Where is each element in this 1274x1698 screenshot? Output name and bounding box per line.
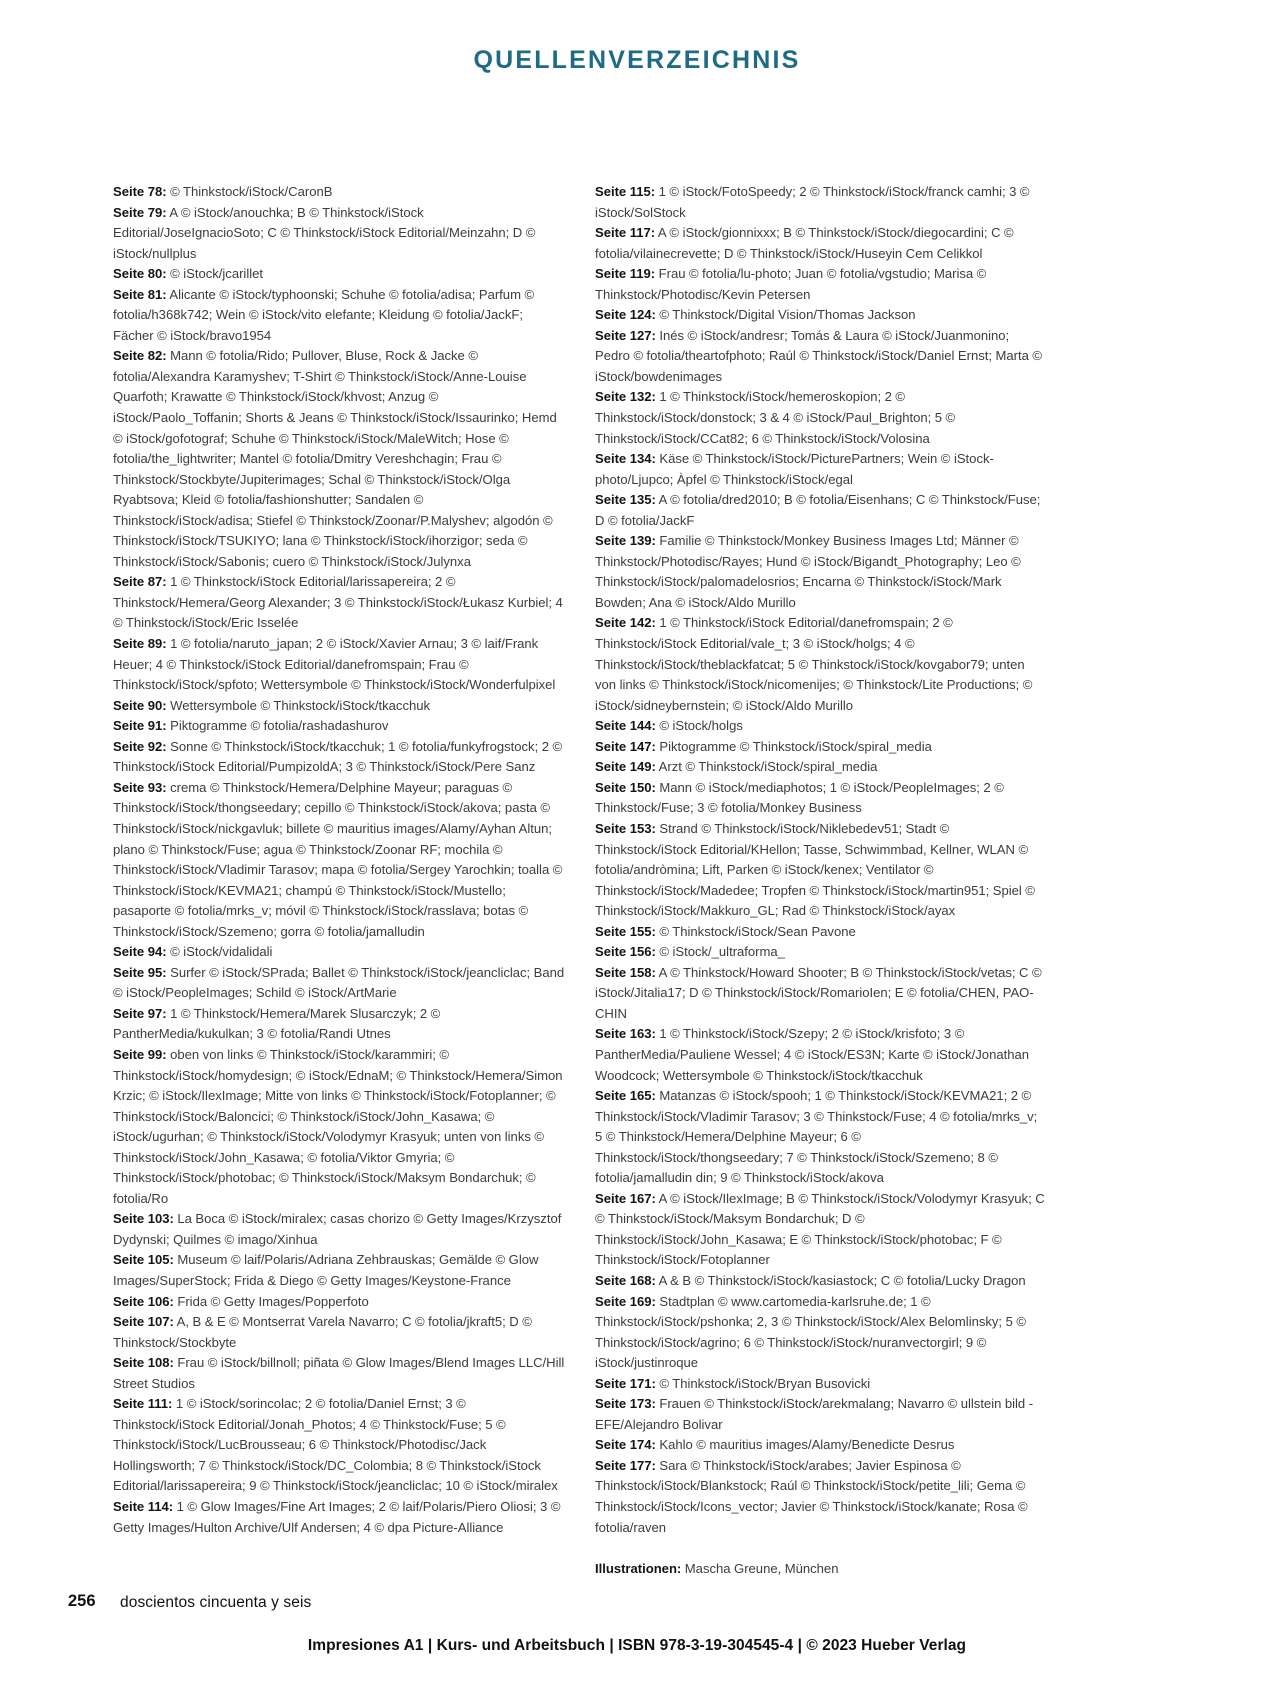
credit-entry-label: Seite 80: (113, 266, 167, 282)
credit-entry (113, 778, 565, 942)
credit-entry (595, 778, 1047, 819)
credit-entry-label: Seite 163: (595, 1026, 656, 1042)
credit-entry (595, 1394, 1047, 1435)
credit-entry-label: Seite 168: (595, 1272, 656, 1288)
credit-entry-text: Museum © laif/Polaris/Adriana Zehbrauskas; Gemälde © Glow Images/SuperStock; Frida & Diego © Getty Images/Keystone-France (113, 1252, 539, 1288)
credit-entry (595, 942, 1047, 963)
credit-entry-label: Seite 173: (595, 1396, 656, 1412)
credit-entry (595, 757, 1047, 778)
credit-entry (595, 922, 1047, 943)
illustrations-text: Mascha Greune, München (681, 1560, 839, 1576)
credit-entry-text: 1 © iStock/FotoSpeedy; 2 © Thinkstock/iStock/franck camhi; 3 © iStock/SolStock (595, 184, 1030, 220)
credit-entry (595, 490, 1047, 531)
credit-entry-label: Seite 95: (113, 964, 167, 980)
credit-entry-text: Frau © fotolia/lu-photo; Juan © fotolia/vgstudio; Marisa © Thinkstock/Photodisc/Kevin Petersen (595, 266, 987, 302)
credit-entry (595, 326, 1047, 388)
credit-entry-label: Seite 147: (595, 738, 656, 754)
credit-entry-text: 1 © Thinkstock/iStock Editorial/larissapereira; 2 © Thinkstock/Hemera/Georg Alexander; 3 © Thinkstock/iStock/Łukasz Kurbiel; 4 © Thinkstock/iStock/Eric Isselée (113, 574, 563, 631)
credit-entry-label: Seite 153: (595, 820, 656, 836)
credit-entry-label: Seite 150: (595, 779, 656, 795)
credit-entry-label: Seite 105: (113, 1252, 174, 1268)
credit-entry (113, 285, 565, 347)
credit-entry-label: Seite 117: (595, 225, 656, 241)
credit-entry-text: Piktogramme © Thinkstock/iStock/spiral_media (655, 738, 932, 754)
credit-entry-label: Seite 135: (595, 492, 656, 508)
credit-entry-label: Seite 114: (113, 1499, 174, 1514)
credit-entry-label: Seite 132: (595, 389, 656, 405)
credit-entry (595, 1024, 1047, 1086)
credit-entry (113, 572, 565, 634)
credit-entry-text: Familie © Thinkstock/Monkey Business Images Ltd; Männer © Thinkstock/Photodisc/Rayes; Hund © iStock/Bigandt_Photography; Leo © Thinkstock/iStock/palomadelosrios; Encarna © Thinkstock/iStock/Mark Bowden; Ana © iStock/Aldo Murillo (595, 533, 1021, 610)
credit-entry (595, 963, 1047, 1025)
credit-entry-text: La Boca © iStock/miralex; casas chorizo © Getty Images/Krzysztof Dydynski; Quilmes © imago/Xinhua (113, 1211, 562, 1247)
credit-entry (113, 346, 565, 572)
credit-entry-label: Seite 90: (113, 697, 167, 713)
credit-entry-text: Frida © Getty Images/Popperfoto (173, 1293, 369, 1309)
page-title: QUELLENVERZEICHNIS (473, 46, 801, 74)
credit-entry-text: A & B © Thinkstock/iStock/kasiastock; C © fotolia/Lucky Dragon (655, 1272, 1026, 1288)
credit-entry (595, 305, 1047, 326)
credit-entry-label: Seite 149: (595, 759, 656, 775)
credit-entry-text: Sara © Thinkstock/iStock/arabes; Javier Espinosa © Thinkstock/iStock/Blankstock; Raúl © Thinkstock/iStock/petite_lili; Gema © Thinkstock/iStock/Icons_vector; Javier © Thinkstock/iStock/kanate; Rosa © fotolia/raven (595, 1457, 1028, 1535)
credit-entry-label: Seite 177: (595, 1457, 656, 1473)
credit-entry-text: oben von links © Thinkstock/iStock/karammiri; © Thinkstock/iStock/homydesign; © iStock/EdnaM; © Thinkstock/Hemera/Simon Krzic; © iStock/IlexImage; Mitte von links © Thinkstock/iStock/Fotoplanner; © Thinkstock/iStock/Baloncici; © Thinkstock/iStock/John_Kasawa; © iStock/ugurhan; © Thinkstock/iStock/Volodymyr Krasyuk; unten von links © Thinkstock/iStock/John_Kasawa; © fotolia/Viktor Gmyria; © Thinkstock/iStock/photobac; © Thinkstock/iStock/Maksym Bondarchuk; © fotolia/Ro (113, 1046, 563, 1206)
credit-entry (113, 1497, 565, 1538)
illustrations-label: Illustrationen: (595, 1560, 682, 1576)
credit-entry-text: 1 © Thinkstock/iStock/hemeroskopion; 2 © Thinkstock/iStock/donstock; 3 & 4 © iStock/Paul_Brighton; 5 © Thinkstock/iStock/CCat82; 6 © Thinkstock/iStock/Volosina (595, 389, 956, 446)
credit-entry (595, 1189, 1047, 1271)
credit-entry (113, 1250, 565, 1291)
credit-entry (595, 1086, 1047, 1189)
credit-entry-text: Kahlo © mauritius images/Alamy/Benedicte Desrus (655, 1437, 955, 1453)
credit-entry-label: Seite 79: (113, 204, 167, 220)
credit-entry-text: A © fotolia/dred2010; B © fotolia/Eisenhans; C © Thinkstock/Fuse; D © fotolia/JackF (595, 492, 1041, 528)
credit-entry-text: A © iStock/gionnixxx; B © Thinkstock/iStock/diegocardini; C © fotolia/vilainecrevette; D © Thinkstock/iStock/Huseyin Cem Celikkol (595, 225, 1014, 261)
credit-entry (595, 819, 1047, 922)
credit-entry-text: Sonne © Thinkstock/iStock/tkacchuk; 1 © fotolia/funkyfrogstock; 2 © Thinkstock/iStock Editorial/PumpizoldA; 3 © Thinkstock/iStock/Pere Sanz (113, 738, 563, 775)
credit-entry-label: Seite 107: (113, 1314, 174, 1330)
credit-entry-text: © Thinkstock/iStock/Sean Pavone (655, 923, 856, 939)
credits-left-column (113, 182, 565, 1579)
credit-entry-label: Seite 97: (113, 1005, 167, 1021)
credit-entry (595, 1292, 1047, 1374)
credit-entry (113, 963, 565, 1004)
credit-entry-text: Arzt © Thinkstock/iStock/spiral_media (655, 759, 878, 775)
footer-page-number-words: doscientos cincuenta y seis (120, 1594, 312, 1611)
credit-entry-label: Seite 124: (595, 307, 656, 323)
credit-entry-label: Seite 119: (595, 266, 656, 282)
credit-entry-text: A © iStock/anouchka; B © Thinkstock/iStock Editorial/JoseIgnacioSoto; C © Thinkstock/iStock Editorial/Meinzahn; D © iStock/nullplus (113, 204, 536, 261)
credit-entry-label: Seite 78: (113, 184, 167, 199)
credit-entry-label: Seite 127: (595, 327, 656, 343)
credit-entry-text: A, B & E © Montserrat Varela Navarro; C © fotolia/jkraft5; D © Thinkstock/Stockbyte (113, 1314, 532, 1350)
credit-entry (113, 1292, 565, 1313)
credit-entry (113, 737, 565, 778)
credit-entry (113, 182, 565, 203)
credit-entry-label: Seite 165: (595, 1088, 656, 1104)
credit-entry-text: © Thinkstock/iStock/CaronB (166, 184, 333, 199)
credit-entry (113, 1209, 565, 1250)
credit-entry-text: Mann © fotolia/Rido; Pullover, Bluse, Rock & Jacke © fotolia/Alexandra Karamyshev; T-Shirt © Thinkstock/iStock/Anne-Louise Quarfoth; Krawatte © Thinkstock/iStock/khvost; Anzug © iStock/Paolo_Toffanin; Shorts & Jeans © Thinkstock/iStock/Issaurinko; Hemd © iStock/gofotograf; Schuhe © Thinkstock/iStock/MaleWitch; Hose © fotolia/the_lightwriter; Mantel © fotolia/Dmitry Vereshchagin; Frau © Thinkstock/Stockbyte/Jupiterimages; Schal © Thinkstock/iStock/Olga Ryabtsova; Kleid © fotolia/fashionshutter; Sandalen © Thinkstock/iStock/adisa; Stiefel © Thinkstock/Zoonar/P.Malyshev; algodón © Thinkstock/iStock/TSUKIYO; lana © Thinkstock/iStock/ihorzigor; seda © Thinkstock/iStock/Sabonis; cuero © Thinkstock/iStock/Julynxa (113, 348, 557, 569)
credit-entry (595, 531, 1047, 613)
credit-entry-label: Seite 108: (113, 1355, 174, 1371)
credit-entry-label: Seite 144: (595, 718, 656, 734)
credit-entry (595, 182, 1047, 223)
credit-entry-label: Seite 174: (595, 1437, 656, 1453)
credit-entry-text: Matanzas © iStock/spooh; 1 © Thinkstock/iStock/KEVMA21; 2 © Thinkstock/iStock/Vladimir Tarasov; 3 © Thinkstock/Fuse; 4 © fotolia/mrks_v; 5 © Thinkstock/Hemera/Delphine Mayeur; 6 © Thinkstock/iStock/thongseedary; 7 © Thinkstock/iStock/Szemeno; 8 © fotolia/jamalludin din; 9 © Thinkstock/iStock/akova (595, 1088, 1038, 1186)
credit-entry-text: © Thinkstock/Digital Vision/Thomas Jackson (655, 307, 916, 323)
credits-columns (113, 182, 1161, 1579)
credit-entry-label: Seite 156: (595, 944, 656, 960)
credit-entry-label: Seite 134: (595, 451, 656, 467)
credit-entry-text: Piktogramme © fotolia/rashadashurov (166, 718, 389, 734)
credit-entry-text: 1 © Thinkstock/iStock/Szepy; 2 © iStock/krisfoto; 3 © PantherMedia/Pauliene Wessel; 4 © iStock/ES3N; Karte © iStock/Jonathan Woodcock; Wettersymbole © Thinkstock/iStock/tkacchuk (595, 1026, 1029, 1083)
credit-entry-text: 1 © fotolia/naruto_japan; 2 © iStock/Xavier Arnau; 3 © laif/Frank Heuer; 4 © Thinkstock/iStock Editorial/danefromspain; Frau © Thinkstock/iStock/spfoto; Wettersymbole © Thinkstock/iStock/Wonderfulpixel (113, 636, 556, 693)
credit-entry (113, 942, 565, 963)
credit-entry (113, 203, 565, 265)
credit-entry (595, 449, 1047, 490)
credit-entry-label: Seite 92: (113, 738, 167, 754)
credits-right-column (595, 182, 1047, 1579)
credit-entry-text: Frauen © Thinkstock/iStock/arekmalang; Navarro © ullstein bild - EFE/Alejandro Bolivar (595, 1396, 1034, 1432)
credit-entry-text: Inés © iStock/andresr; Tomás & Laura © iStock/Juanmonino; Pedro © fotolia/theartofphoto; Raúl © Thinkstock/iStock/Daniel Ernst; Marta © iStock/bowdenimages (595, 327, 1043, 384)
credit-entry-label: Seite 91: (113, 718, 167, 734)
credit-entry-text: Käse © Thinkstock/iStock/PicturePartners; Wein © iStock-photo/Ljupco; Àpfel © Thinkstock/iStock/egal (595, 451, 994, 487)
credit-entry-label: Seite 106: (113, 1293, 174, 1309)
credit-entry-label: Seite 93: (113, 779, 167, 795)
credit-entry-text: Wettersymbole © Thinkstock/iStock/tkacchuk (166, 697, 431, 713)
credit-entry-label: Seite 87: (113, 574, 167, 590)
credit-entry-text: Alicante © iStock/typhoonski; Schuhe © fotolia/adisa; Parfum © fotolia/h368k742; Wein © iStock/vito elefante; Kleidung © fotolia/JackF; Fächer © iStock/bravo1954 (113, 286, 535, 343)
credit-entry (595, 1435, 1047, 1456)
credit-entry (595, 387, 1047, 449)
credit-entry (595, 613, 1047, 716)
credit-entry (113, 1004, 565, 1045)
credit-entry-text: 1 © Thinkstock/Hemera/Marek Slusarczyk; 2 © PantherMedia/kukulkan; 3 © fotolia/Randi Utnes (113, 1005, 441, 1042)
credit-entry (595, 716, 1047, 737)
credit-entry-text: 1 © Glow Images/Fine Art Images; 2 © laif/Polaris/Piero Oliosi; 3 © Getty Images/Hulton Archive/Ulf Andersen; 4 © dpa Picture-Alliance (113, 1499, 561, 1535)
credit-entry-text: © iStock/jcarillet (166, 266, 263, 282)
credit-entry-label: Seite 82: (113, 348, 167, 364)
credit-entry (113, 264, 565, 285)
credit-entry (595, 1271, 1047, 1292)
credit-entry (113, 716, 565, 737)
credit-entry (595, 223, 1047, 264)
credit-entry-text: Surfer © iStock/SPrada; Ballet © Thinkstock/iStock/jeancliclac; Band © iStock/PeopleImages; Schild © iStock/ArtMarie (113, 964, 565, 1001)
footer-page-number: 256 (68, 1592, 96, 1610)
credit-entry-text: A © Thinkstock/Howard Shooter; B © Thinkstock/iStock/vetas; C © iStock/Jitalia17; D © Thinkstock/iStock/RomarioIen; E © fotolia/CHEN, PAO-CHIN (595, 964, 1042, 1021)
credit-entry (113, 696, 565, 717)
credit-entry-label: Seite 94: (113, 944, 167, 960)
credit-entry-text: crema © Thinkstock/Hemera/Delphine Mayeur; paraguas © Thinkstock/iStock/thongseedary; cepillo © Thinkstock/iStock/akova; pasta © Thinkstock/iStock/nickgavluk; billete © mauritius images/Alamy/Ayhan Altun; plano © Thinkstock/Fuse; agua © Thinkstock/Zoonar RF; mochila © Thinkstock/iStock/Vladimir Tarasov; mapa © fotolia/Sergey Yarochkin; toalla © Thinkstock/iStock/KEVMA21; champú © Thinkstock/iStock/Mustello; pasaporte © fotolia/mrks_v; móvil © Thinkstock/iStock/rasslava; botas © Thinkstock/iStock/Szemeno; gorra © fotolia/jamalludin (113, 779, 563, 939)
credit-entry-text: © iStock/holgs (655, 718, 743, 734)
credit-entry-text: 1 © Thinkstock/iStock Editorial/danefromspain; 2 © Thinkstock/iStock Editorial/vale_t; 3 © iStock/holgs; 4 © Thinkstock/iStock/theblackfatcat; 5 © Thinkstock/iStock/kovgabor79; unten von links © Thinkstock/iStock/nicomenijes; © Thinkstock/Lite Productions; © iStock/sidneybernstein; © iStock/Aldo Murillo (595, 615, 1033, 713)
credit-entry-label: Seite 89: (113, 636, 167, 652)
credit-entry-text: A © iStock/IlexImage; B © Thinkstock/iStock/Volodymyr Krasyuk; C © Thinkstock/iStock/Maksym Bondarchuk; D © Thinkstock/iStock/John_Kasawa; E © Thinkstock/iStock/photobac; F © Thinkstock/iStock/Fotoplanner (595, 1190, 1045, 1268)
credit-entry-text: © Thinkstock/iStock/Bryan Busovicki (655, 1375, 871, 1391)
credit-entry (113, 1312, 565, 1353)
credit-entry-text: Mann © iStock/mediaphotos; 1 © iStock/PeopleImages; 2 © Thinkstock/Fuse; 3 © fotolia/Monkey Business (595, 779, 1004, 816)
credit-entry-label: Seite 142: (595, 615, 656, 631)
credit-entry-text: © iStock/vidalidali (166, 944, 273, 960)
credit-entry-label: Seite 111: (113, 1396, 173, 1412)
credit-entry-label: Seite 171: (595, 1375, 656, 1391)
credit-entry-label: Seite 169: (595, 1293, 656, 1309)
credit-entry-label: Seite 99: (113, 1046, 167, 1062)
credit-entry (595, 737, 1047, 758)
credit-entry (113, 1394, 565, 1497)
illustrations-entry (595, 1559, 1047, 1580)
credit-entry-label: Seite 155: (595, 923, 656, 939)
credit-entry (595, 1456, 1047, 1538)
credit-entry-label: Seite 115: (595, 184, 656, 199)
credit-entry (113, 1353, 565, 1394)
credit-entry (113, 634, 565, 696)
credit-entry-text: Stadtplan © www.cartomedia-karlsruhe.de; 1 © Thinkstock/iStock/pshonka; 2, 3 © Thinkstock/iStock/Alex Belomlinsky; 5 © Thinkstock/iStock/agrino; 6 © Thinkstock/iStock/nuranvectorgirl; 9 © iStock/justinroque (595, 1293, 1026, 1371)
credit-entry-label: Seite 167: (595, 1190, 656, 1206)
credit-entry-label: Seite 103: (113, 1211, 174, 1227)
credit-entry-label: Seite 139: (595, 533, 656, 549)
credit-entry (113, 1045, 565, 1209)
footer-imprint: Impresiones A1 | Kurs- und Arbeitsbuch | ISBN 978-3-19-304545-4 | © 2023 Hueber Verlag (307, 1637, 967, 1654)
credit-entry-text: Frau © iStock/billnoll; piñata © Glow Images/Blend Images LLC/Hill Street Studios (113, 1355, 565, 1391)
credit-entry-label: Seite 81: (113, 286, 167, 302)
credit-entry (595, 264, 1047, 305)
credit-entry-text: © iStock/_ultraforma_ (655, 944, 785, 960)
credit-entry (595, 1374, 1047, 1395)
credit-entry-label: Seite 158: (595, 964, 656, 980)
credit-entry-text: 1 © iStock/sorincolac; 2 © fotolia/Daniel Ernst; 3 © Thinkstock/iStock Editorial/Jonah_Photos; 4 © Thinkstock/Fuse; 5 © Thinkstock/iStock/LucBrousseau; 6 © Thinkstock/Photodisc/Jack Hollingsworth; 7 © Thinkstock/iStock/DC_Colombia; 8 © Thinkstock/iStock Editorial/larissapereira; 9 © Thinkstock/iStock/jeancliclac; 10 © iStock/miralex (113, 1396, 558, 1494)
credit-entry-text: Strand © Thinkstock/iStock/Niklebedev51; Stadt © Thinkstock/iStock Editorial/KHellon; Tasse, Schwimmbad, Kellner, WLAN © fotolia/andròmina; Lift, Parken © iStock/kenex; Ventilator © Thinkstock/iStock/Madedee; Tropfen © Thinkstock/iStock/martin951; Spiel © Thinkstock/iStock/Makkuro_GL; Rad © Thinkstock/iStock/ayax (595, 820, 1035, 919)
